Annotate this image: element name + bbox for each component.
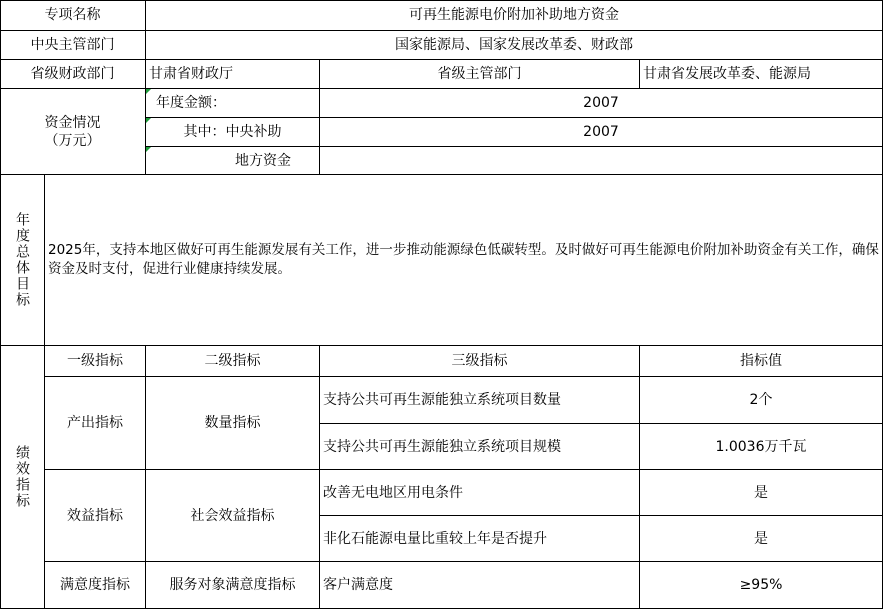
satisfaction-indicator: 满意度指标 <box>45 562 146 609</box>
row-electricity: 改善无电地区用电条件 <box>320 470 640 516</box>
row-project-count-value: 2个 <box>640 377 883 424</box>
row-nonfossil: 非化石能源电量比重较上年是否提升 <box>320 516 640 562</box>
project-name: 可再生能源电价附加补助地方资金 <box>146 0 883 31</box>
funds-unit: （万元） <box>44 132 101 149</box>
funds-label: 资金情况 <box>44 114 101 131</box>
central-dept: 国家能源局、国家发展改革委、财政部 <box>146 31 883 60</box>
row-customer-satisfaction-value: ≥95% <box>640 562 883 609</box>
social-benefit-indicator: 社会效益指标 <box>146 470 320 562</box>
prov-finance: 甘肃省财政厅 <box>146 60 320 89</box>
row-nonfossil-value: 是 <box>640 516 883 562</box>
output-indicator: 产出指标 <box>45 377 146 470</box>
prov-dept: 甘肃省发展改革委、能源局 <box>640 60 883 89</box>
row-project-count: 支持公共可再生源能独立系统项目数量 <box>320 377 640 424</box>
local-funds-value <box>320 147 883 175</box>
row-customer-satisfaction: 客户满意度 <box>320 562 640 609</box>
annual-amount-label: 年度金额： <box>146 89 320 118</box>
prov-finance-label: 省级财政部门 <box>0 60 146 89</box>
annual-amount-value: 2007 <box>320 89 883 118</box>
prov-dept-label: 省级主管部门 <box>320 60 640 89</box>
header-level1: 一级指标 <box>45 346 146 377</box>
central-subsidy-label: 其中：中央补助 <box>146 118 320 147</box>
performance-label: 绩效指标 <box>0 346 45 609</box>
central-dept-label: 中央主管部门 <box>0 31 146 60</box>
annual-goal-label: 年度总体目标 <box>0 175 45 346</box>
benefit-indicator: 效益指标 <box>45 470 146 562</box>
row-electricity-value: 是 <box>640 470 883 516</box>
row-project-scale: 支持公共可再生源能独立系统项目规模 <box>320 424 640 470</box>
quantity-indicator: 数量指标 <box>146 377 320 470</box>
service-satisfaction-indicator: 服务对象满意度指标 <box>146 562 320 609</box>
header-level3: 三级指标 <box>320 346 640 377</box>
row-project-scale-value: 1.0036万千瓦 <box>640 424 883 470</box>
funds-label-cell <box>0 89 146 175</box>
header-level2: 二级指标 <box>146 346 320 377</box>
central-subsidy-value: 2007 <box>320 118 883 147</box>
annual-goal-text: 2025年，支持本地区做好可再生能源发展有关工作，进一步推动能源绿色低碳转型。及时做好可再生能源电价附加补助资金有关工作，确保资金及时支付，促进行业健康持续发展。 <box>45 175 883 346</box>
project-name-label: 专项名称 <box>0 0 146 31</box>
header-value: 指标值 <box>640 346 883 377</box>
local-funds-label: 地方资金 <box>146 147 320 175</box>
